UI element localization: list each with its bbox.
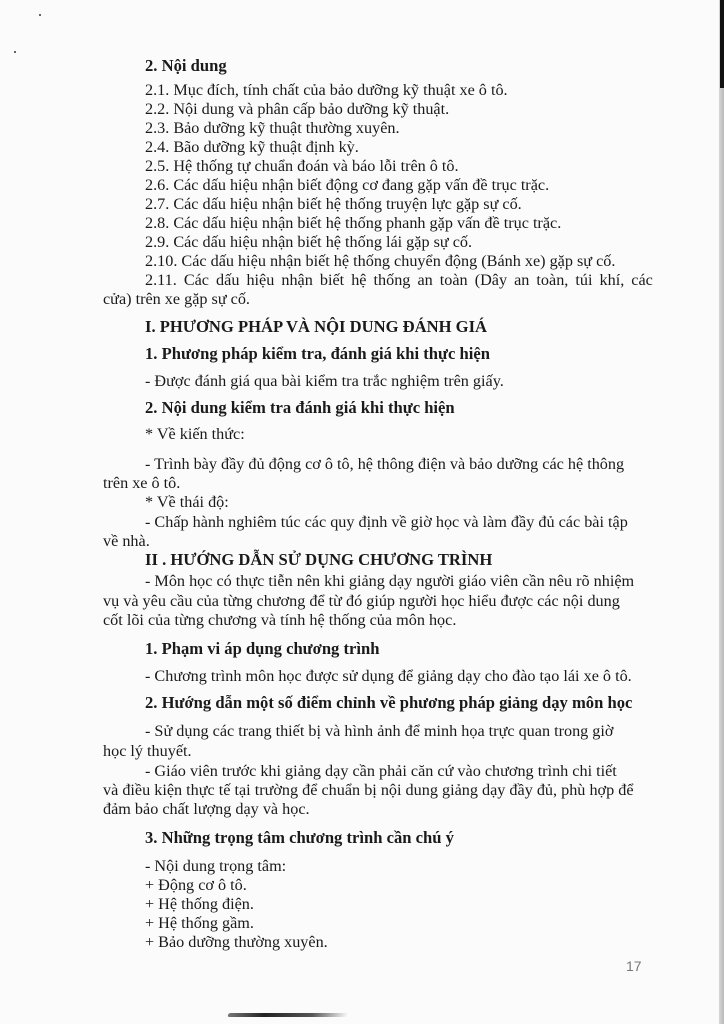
section-heading-content: 2. Nội dung — [145, 56, 227, 75]
focus-label: - Nội dung trọng tâm: — [145, 857, 287, 875]
scan-smudge — [227, 1013, 348, 1017]
part-heading-assessment: I. PHƯƠNG PHÁP VÀ NỘI DUNG ĐÁNH GIÁ — [145, 317, 488, 336]
content-item: 2.5. Hệ thống tự chuẩn đoán và báo lỗi trên ô tô. — [145, 157, 459, 175]
paragraph: - Chương trình môn học được sử dụng để giảng dạy cho đào tạo lái xe ô tô. — [145, 667, 632, 685]
paragraph: đảm bảo chất lượng dạy và học. — [103, 800, 310, 818]
scan-edge-dark — [720, 0, 724, 88]
paragraph: - Trình bày đầy đủ động cơ ô tô, hệ thông điện và bảo dưỡng các hệ thông — [145, 455, 625, 473]
content-item-continuation: cửa) trên xe gặp sự cố. — [103, 290, 250, 308]
scan-edge-shadow — [719, 0, 724, 1024]
paragraph: và điều kiện thực tế tại trường để chuẩn bị nội dung giảng dạy đầy đủ, phù hợp để — [103, 781, 634, 799]
paragraph: cốt lõi của từng chương và tính hệ thống của môn học. — [103, 611, 457, 629]
attitude-label: * Về thái độ: — [145, 493, 229, 511]
paragraph: về nhà. — [103, 532, 150, 550]
page-number: 17 — [626, 958, 642, 974]
subheading-focus: 3. Những trọng tâm chương trình cần chú ý — [145, 828, 454, 847]
content-item: 2.3. Bảo dưỡng kỹ thuật thường xuyên. — [145, 119, 400, 137]
content-item: 2.1. Mục đích, tính chất của bảo dưỡng kỹ thuật xe ô tô. — [145, 81, 508, 99]
focus-item: + Động cơ ô tô. — [145, 876, 247, 894]
content-item: 2.4. Bão dưỡng kỹ thuật định kỳ. — [145, 138, 359, 156]
paragraph: vụ và yêu cầu của từng chương để từ đó giúp người học hiểu được các nội dung — [103, 592, 620, 610]
content-item: 2.10. Các dấu hiệu nhận biết hệ thống chuyển động (Bánh xe) gặp sự cố. — [145, 252, 616, 270]
content-item: 2.7. Các dấu hiệu nhận biết hệ thống truyện lực gặp sự cố. — [145, 195, 522, 213]
paragraph: - Giáo viên trước khi giảng dạy cần phải căn cứ vào chương trình chi tiết — [145, 762, 617, 780]
scan-speck — [39, 14, 41, 16]
focus-item: + Hệ thống điện. — [145, 895, 254, 913]
subheading-assessment-method: 1. Phương pháp kiểm tra, đánh giá khi thực hiện — [145, 344, 490, 363]
paragraph: - Chấp hành nghiêm túc các quy định về giờ học và làm đầy đủ các bài tập — [145, 513, 628, 531]
focus-item: + Hệ thống gầm. — [145, 914, 254, 932]
focus-item: + Bảo dưỡng thường xuyên. — [145, 933, 328, 951]
paragraph: - Sử dụng các trang thiết bị và hình ảnh để minh họa trực quan trong giờ — [145, 722, 614, 740]
paragraph: - Môn học có thực tiễn nên khi giảng dạy người giáo viên cần nêu rõ nhiệm — [145, 572, 635, 590]
content-item: 2.8. Các dấu hiệu nhận biết hệ thống phanh gặp vấn đề trục trặc. — [145, 214, 562, 232]
knowledge-label: * Về kiến thức: — [145, 425, 245, 443]
content-item: 2.9. Các dấu hiệu nhận biết hệ thống lái gặp sự cố. — [145, 233, 473, 251]
paragraph: - Được đánh giá qua bài kiểm tra trắc nghiệm trên giấy. — [145, 372, 504, 390]
content-item: 2.2. Nội dung và phân cấp bảo dưỡng kỹ thuật. — [145, 100, 450, 118]
scan-speck — [14, 51, 16, 53]
subheading-scope: 1. Phạm vi áp dụng chương trình — [145, 639, 380, 658]
paragraph: học lý thuyết. — [103, 742, 192, 760]
subheading-assessment-content: 2. Nội dung kiểm tra đánh giá khi thực hiện — [145, 398, 455, 417]
content-item: 2.11. Các dấu hiệu nhận biết hệ thống an toàn (Dây an toàn, túi khí, các — [145, 271, 653, 289]
paragraph: trên xe ô tô. — [103, 474, 181, 492]
content-item: 2.6. Các dấu hiệu nhận biết động cơ đang gặp vấn đề trục trặc. — [145, 176, 550, 194]
subheading-teaching-guide: 2. Hướng dẫn một số điểm chỉnh về phương pháp giảng dạy môn học — [145, 693, 633, 712]
part-heading-usage-guide: II . HƯỚNG DẪN SỬ DỤNG CHƯƠNG TRÌNH — [145, 550, 493, 569]
